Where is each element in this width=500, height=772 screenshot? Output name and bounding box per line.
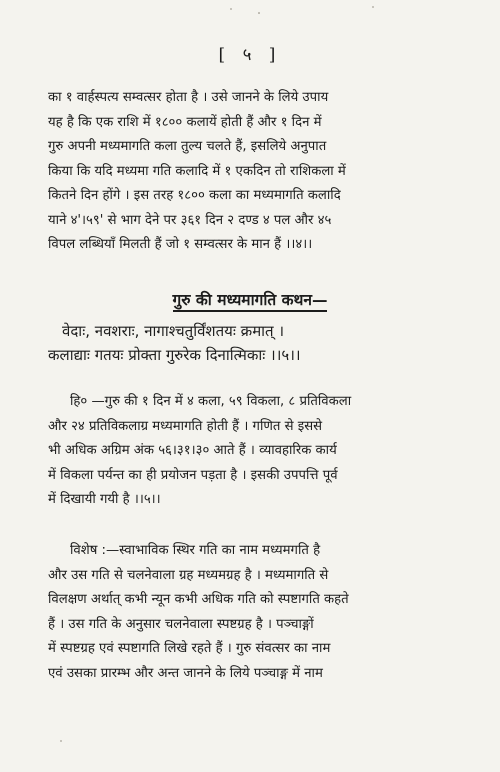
paragraph-line: में स्पष्टग्रह एवं स्पष्टागति लिखे रहते हैं । गुरु संवत्सर का नाम xyxy=(48,641,331,656)
paragraph-line: में दिखायी गयी है ।।५।। xyxy=(48,492,161,507)
scan-speck xyxy=(230,8,232,10)
paragraph-line: विशेष :—स्वाभाविक स्थिर गति का नाम मध्यमगति है xyxy=(70,543,321,558)
page-number: [ ५ ] xyxy=(218,45,282,65)
paragraph-line: याने ४'।५९' से भाग देने पर ३६१ दिन २ दण्ड ४ पल और ४५ xyxy=(48,212,332,228)
verse-line: कलाद्याः गतयः प्रोक्ता गुरुरेक दिनात्मिकाः ।।५।। xyxy=(48,346,301,364)
scan-speck xyxy=(60,740,62,742)
paragraph-line: का १ वार्हस्पत्य सम्वत्सर होता है । उसे जानने के लिये उपाय xyxy=(48,90,329,105)
paragraph-line: यह है कि एक राशि में १८०० कलायें होती हैं और १ दिन में xyxy=(48,114,322,130)
paragraph-line: विपल लब्धियाँ मिलती हैं जो १ सम्वत्सर के मान हैं ।।४।। xyxy=(48,237,313,252)
paragraph-line: विलक्षण अर्थात् कभी न्यून कभी अधिक गति को स्पष्टागति कहते xyxy=(48,592,349,607)
sanskrit-verse xyxy=(48,319,468,367)
paragraph-1 xyxy=(48,86,460,258)
paragraph-line: एवं उसका प्रारम्भ और अन्त जानने के लिये पञ्चाङ्ग में नाम xyxy=(48,665,323,681)
paragraph-line: किया कि यदि मध्यमा गति कलादि में १ एकदिन तो राशिकला में xyxy=(48,163,346,179)
scan-speck xyxy=(258,12,260,14)
paragraph-line: और २४ प्रतिविकलाग्र मध्यमागति होती हैं । गणित से इससे xyxy=(48,418,323,434)
verse-line: वेदाः, नवशराः, नागाश्चतुर्विंशतयः क्रमात् । xyxy=(62,322,285,340)
paragraph-line: हि० —गुरु की १ दिन में ४ कला, ५९ विकला, ८ प्रतिविकला xyxy=(70,394,352,409)
paragraph-line: गुरु अपनी मध्यमागति कला तुल्य चलते हैं, इसलिये अनुपात xyxy=(48,139,327,154)
paragraph-line: में विकला पर्यन्त का ही प्रयोजन पड़ता है । इसकी उपपत्ति पूर्व xyxy=(48,467,338,483)
section-heading xyxy=(0,288,500,310)
paragraph-commentary xyxy=(48,390,460,513)
paragraph-line: कितने दिन होंगे । इस तरह १८०० कला का मध्यमागति कलादि xyxy=(48,188,341,203)
paragraph-line: हैं । उस गति के अनुसार चलनेवाला स्पष्टग्रह है । पञ्चाङ्गों xyxy=(48,616,314,632)
paragraph-line: भी अधिक अग्रिम अंक ५६।३१।३० आते हैं । व्यावहारिक कार्य xyxy=(48,443,337,458)
paragraph-line: और उस गति से चलनेवाला ग्रह मध्यमग्रह है । मध्यमागति से xyxy=(48,567,329,583)
paragraph-special-note xyxy=(48,539,460,686)
scan-speck xyxy=(372,6,374,8)
section-heading-text: गुरु की मध्यमागति कथन— xyxy=(173,291,328,312)
